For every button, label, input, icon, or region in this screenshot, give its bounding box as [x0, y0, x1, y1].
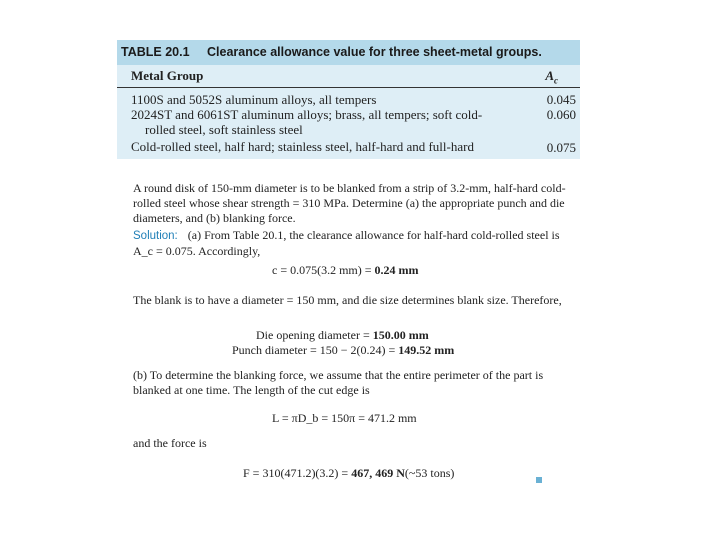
blank-diameter-text: The blank is to have a diameter = 150 mm, and die size determines blank size. Therefore, [133, 293, 562, 307]
table-title-bar [117, 40, 580, 65]
end-of-example-marker [536, 477, 542, 483]
equation-clearance: c = 0.075(3.2 mm) = 0.24 mm [272, 263, 419, 277]
table-caption: Clearance allowance value for three sheet-metal groups. [207, 45, 542, 59]
table-header [117, 65, 580, 88]
header-ac: $A_c$ [545, 68, 558, 86]
equation-die-diameter: Die opening diameter = 150.00 mm [256, 328, 429, 342]
table-row [117, 107, 580, 137]
header-metal-group: Metal Group [131, 68, 204, 83]
row-value: 0.045 [546, 92, 576, 107]
equation-blanking-force: F = 310(471.2)(3.2) = 467, 469 N(~53 tons) [243, 466, 455, 480]
table-row [117, 92, 580, 107]
solution-label: Solution: [133, 230, 178, 242]
row-group: 2024ST and 6061ST aluminum alloys; brass, all tempers; soft cold- [131, 107, 483, 122]
equation-punch-diameter: Punch diameter = 150 − 2(0.24) = 149.52 mm [232, 343, 455, 357]
ac-value-line: A_c = 0.075. Accordingly, [133, 244, 261, 258]
equation-cut-length: L = πD_b = 150π = 471.2 mm [272, 411, 417, 425]
solution-part-a: Solution: (a) From Table 20.1, the clearance allowance for half-hard cold-rolled steel is A_c = 0.075. Accordingly, [133, 228, 560, 258]
table-number: TABLE 20.1 [121, 45, 190, 59]
clearance-table [117, 40, 580, 159]
row-group: Cold-rolled steel, half hard; stainless steel, half-hard and full-hard [131, 139, 474, 154]
force-intro: and the force is [133, 436, 207, 450]
problem-statement: A round disk of 150-mm diameter is to be blanked from a strip of 3.2-mm, half-hard cold-rolled steel whose shear strength = 310 MPa. Determine (a) the appropriate punch and die diameters, and (b) blanking force. [133, 181, 566, 225]
table-row [117, 139, 580, 154]
row-value: 0.075 [546, 140, 576, 155]
row-value: 0.060 [546, 107, 576, 122]
row-group: 1100S and 5052S aluminum alloys, all tempers [131, 92, 377, 107]
solution-part-b: (b) To determine the blanking force, we assume that the entire perimeter of the part is blanked at one time. The length of the cut edge is [133, 368, 544, 397]
row-group-continued: rolled steel, soft stainless steel [145, 122, 303, 137]
